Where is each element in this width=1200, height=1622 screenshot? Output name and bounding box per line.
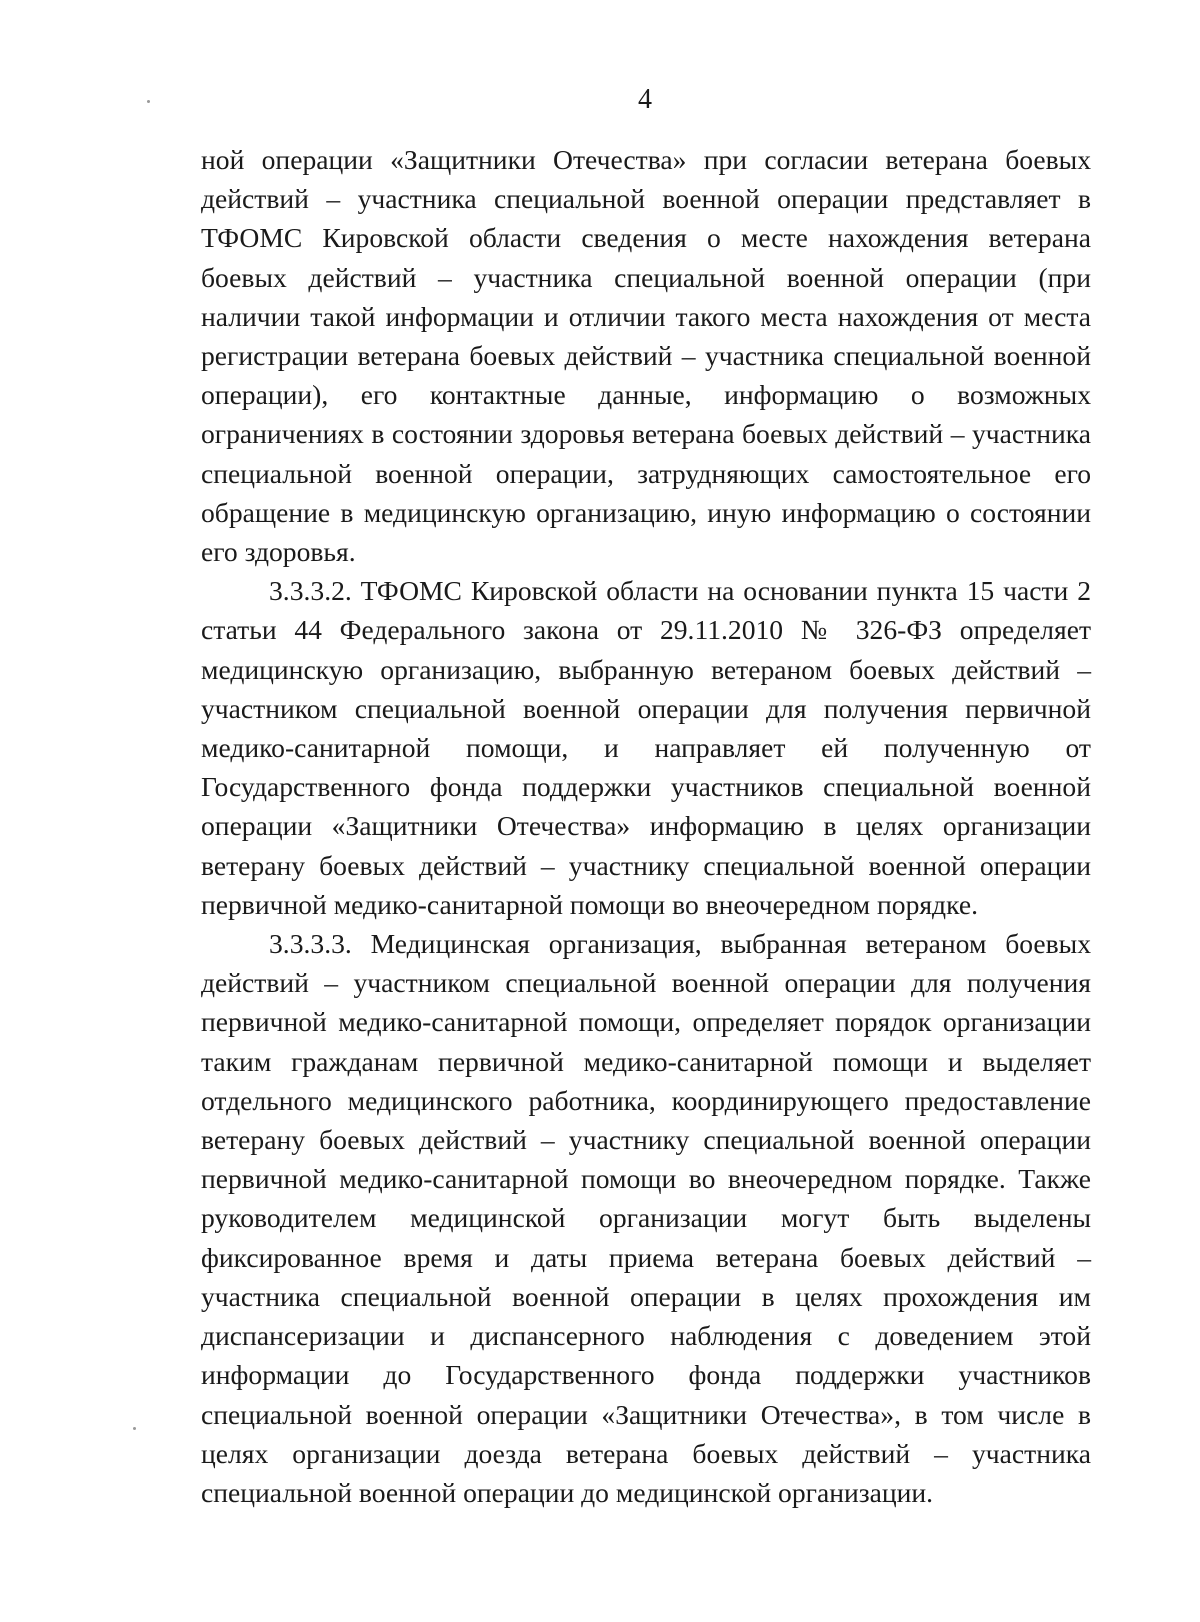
document-body [201, 140, 1091, 1512]
scan-artifact-dot-bottom [133, 1427, 136, 1430]
paragraph-continuation: ной операции «Защитники Отечества» при согласии ветерана боевых действий – участника специальной военной операции представляет в ТФОМС Кировской области сведения о месте нахождения ветерана боевых действий – участника специальной военной операции (при наличии такой информации и отличии такого места нахождения от места регистрации ветерана боевых действий – участника специальной военной операции), его контактные данные, информацию о возможных ограничениях в состоянии здоровья ветерана боевых действий – участника специальной военной операции, затрудняющих самостоятельное его обращение в медицинскую организацию, иную информацию о состоянии его здоровья. [201, 144, 1091, 568]
paragraph-clause-3-3-3-3: 3.3.3.3. Медицинская организация, выбранная ветераном боевых действий – участником специальной военной операции для получения первичной медико-санитарной помощи, определяет порядок организации таким гражданам первичной медико-санитарной помощи и выделяет отдельного медицинского работника, координирующего предоставление ветерану боевых действий – участнику специальной военной операции первичной медико-санитарной помощи во внеочередном порядке. Также руководителем медицинской организации могут быть выделены фиксированное время и даты приема ветерана боевых действий – участника специальной военной операции в целях прохождения им диспансеризации и диспансерного наблюдения с доведением этой информации до Государственного фонда поддержки участников специальной военной операции «Защитники Отечества», в том числе в целях организации доезда ветерана боевых действий – участника специальной военной операции до медицинской организации. [201, 928, 1091, 1508]
paragraph-clause-3-3-3-2: 3.3.3.2. ТФОМС Кировской области на основании пункта 15 части 2 статьи 44 Федерального закона от 29.11.2010 № 326-ФЗ определяет медицинскую организацию, выбранную ветераном боевых действий – участником специальной военной операции для получения первичной медико-санитарной помощи, и направляет ей полученную от Государственного фонда поддержки участников специальной военной операции «Защитники Отечества» информацию в целях организации ветерану боевых действий – участнику специальной военной операции первичной медико-санитарной помощи во внеочередном порядке. [201, 575, 1091, 920]
page-number: 4 [638, 84, 652, 115]
